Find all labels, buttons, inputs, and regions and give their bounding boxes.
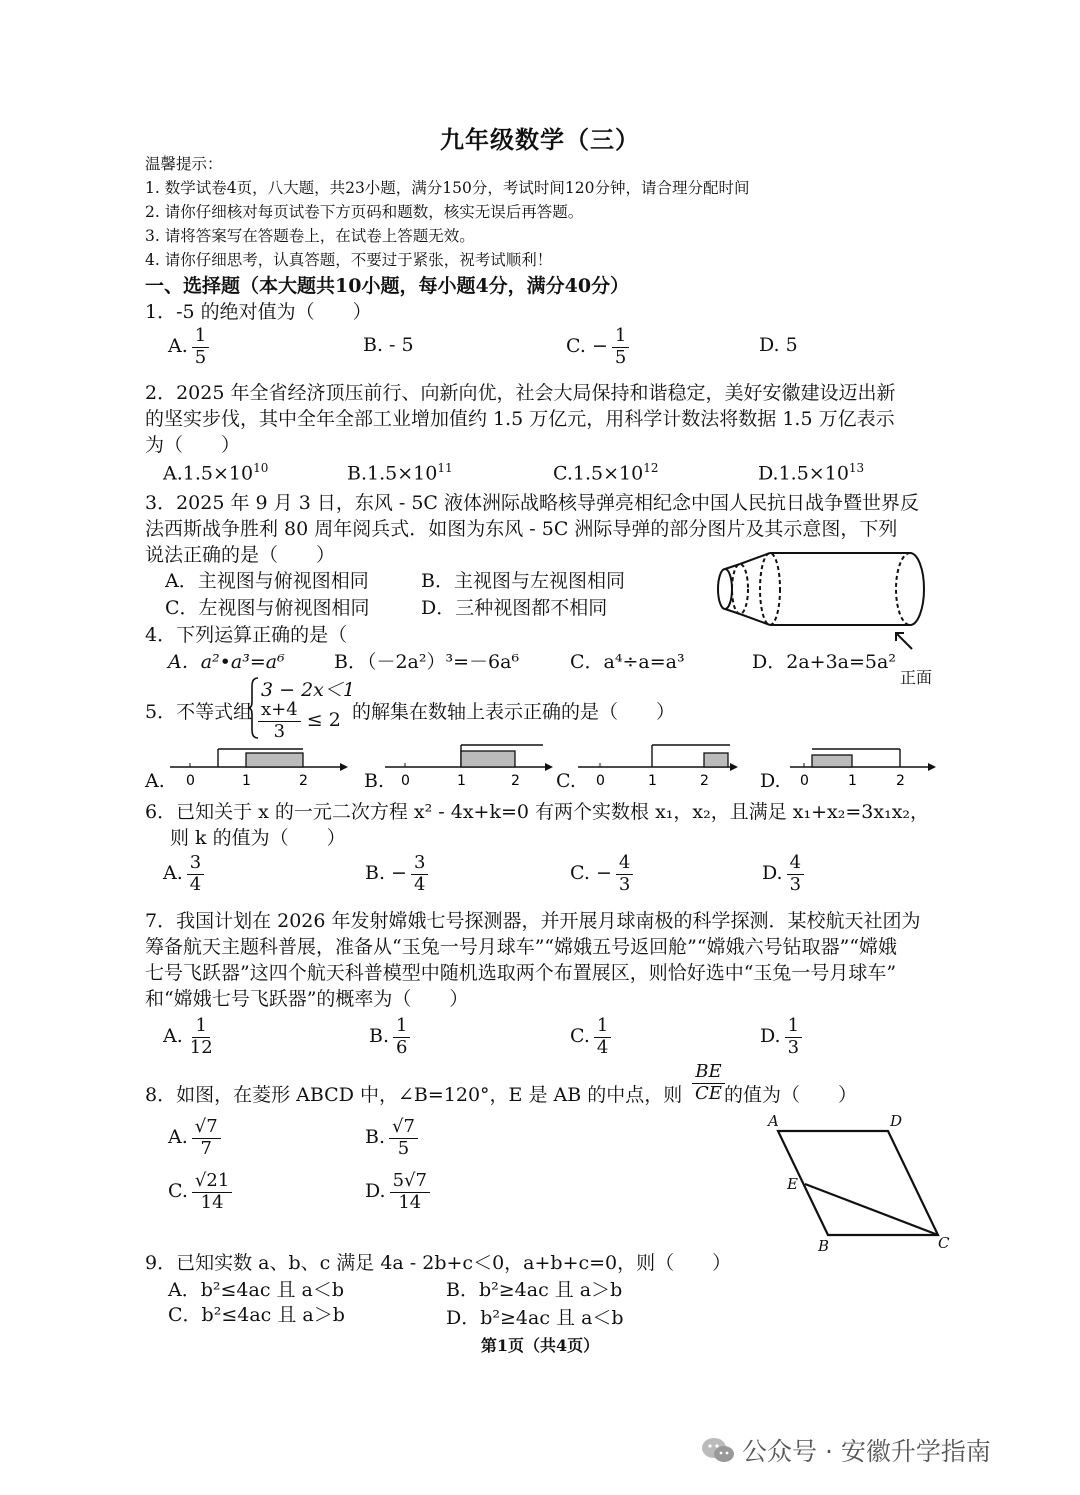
q6-option-b: B. − $\frac{3}{4}$ — [365, 853, 428, 895]
q7-line-3: 七号飞跃器”这四个航天科普模型中随机选取两个布置展区，则恰好选中“玉兔一号月球车” — [145, 962, 897, 984]
svg-text:1: 1 — [648, 773, 657, 789]
q8-ratio: $\frac{BE}{CE}$ — [692, 1062, 725, 1104]
q5-stem-prefix: 5．不等式组 — [145, 701, 253, 723]
q4-option-c: C．a⁴÷a=a³ — [570, 651, 685, 673]
q6-option-d: D. $\frac{4}{3}$ — [762, 853, 804, 895]
q7-option-c: C. $\frac{1}{4}$ — [570, 1016, 611, 1058]
number-line-d — [790, 735, 940, 790]
svg-text:1: 1 — [457, 773, 466, 789]
q1-option-a: A. $\frac{1}{5}$ — [168, 326, 209, 368]
q5-option-a: A. — [145, 770, 165, 792]
q7-option-a: A. $\frac{1}{12}$ — [163, 1015, 213, 1058]
q4-option-a: A．a²•a³=a⁶ — [168, 651, 285, 673]
svg-text:C: C — [938, 1234, 950, 1252]
svg-text:2: 2 — [700, 773, 709, 789]
svg-text:E: E — [787, 1175, 798, 1193]
q1-option-d: D. 5 — [759, 334, 798, 356]
q3-line-3: 说法正确的是（ ） — [145, 544, 336, 566]
q5-option-c: C. — [556, 770, 576, 792]
number-line-c — [578, 735, 748, 790]
q7-line-1: 7．我国计划在 2026 年发射嫦娥七号探测器，并开展月球南极的科学探测．某校航天社团为 — [145, 910, 921, 932]
q8-option-a: A. $\frac{√7}{7}$ — [168, 1117, 221, 1159]
svg-text:0: 0 — [800, 773, 809, 789]
svg-text:0: 0 — [401, 773, 410, 789]
q8-stem-prefix: 8．如图，在菱形 ABCD 中，∠B=120°，E 是 AB 的中点，则 — [145, 1084, 683, 1106]
q7-line-2: 筹备航天主题科普展，准备从“玉兔一号月球车”“嫦娥五号返回舱”“嫦娥六号钻取器”“嫦娥 — [145, 936, 897, 958]
q4-option-d: D．2a+3a=5a² — [752, 651, 896, 673]
q6-line-1: 6．已知关于 x 的一元二次方程 x² - 4x+k=0 有两个实数根 x₁，x₂，且满足 x₁+x₂=3x₁x₂， — [145, 801, 930, 823]
number-line-b — [385, 735, 565, 790]
q3-option-d: D．三种视图都不相同 — [421, 597, 608, 619]
svg-text:1: 1 — [848, 773, 857, 789]
q4-stem: 4．下列运算正确的是（ — [145, 624, 348, 646]
q2-line-2: 的坚实步伐，其中全年全部工业增加值约 1.5 万亿元，用科学计数法将数据 1.5 万亿表示 — [145, 408, 895, 430]
q7-line-4: 和“嫦娥七号飞跃器”的概率为（ ） — [145, 988, 469, 1010]
q5-option-d: D. — [760, 770, 781, 792]
q1-option-c: C. − $\frac{1}{5}$ — [566, 326, 629, 368]
q2-option-c: $C.1.5\times 10^{12}$ — [553, 461, 659, 485]
q9-option-d: D．b²≥4ac 且 a＜b — [446, 1307, 624, 1329]
q5-inequality-2: $\frac{x+4}{3}$ ≤ 2 — [258, 700, 341, 742]
q3-option-b: B．主视图与左视图相同 — [421, 570, 625, 592]
q3-line-1: 3．2025 年 9 月 3 日，东风 - 5C 液体洲际战略核导弹亮相纪念中国人民抗日战争暨世界反 — [145, 492, 919, 514]
q2-line-3: 为（ ） — [145, 434, 241, 456]
section-title: 一、选择题（本大题共10小题，每小题4分，满分40分） — [145, 275, 630, 297]
q2-option-d: $D.1.5\times 10^{13}$ — [758, 461, 865, 485]
svg-text:0: 0 — [186, 773, 195, 789]
front-view-label: 正面 — [900, 668, 933, 687]
q6-line-2: 则 k 的值为（ ） — [170, 827, 346, 849]
page-title: 九年级数学（三） — [440, 125, 640, 154]
tip-line-1: 1. 数学试卷4页，八大题，共23小题，满分150分，考试时间120分钟，请合理分配时间 — [145, 179, 750, 197]
q9-option-b: B．b²≥4ac 且 a＞b — [446, 1279, 623, 1301]
wechat-icon — [700, 1436, 736, 1466]
q9-option-a: A．b²≤4ac 且 a＜b — [168, 1279, 345, 1301]
svg-text:0: 0 — [596, 773, 605, 789]
q9-option-c: C．b²≤4ac 且 a＞b — [168, 1304, 345, 1326]
q4-option-b: B．（－2a²）³=－6a⁶ — [334, 651, 520, 673]
tip-line-3: 3. 请将答案写在答题卷上，在试卷上答题无效。 — [145, 227, 475, 245]
q5-inequality-1: 3 − 2x＜1 — [261, 679, 355, 701]
rhombus-figure — [760, 1108, 960, 1258]
tip-line-2: 2. 请你仔细核对每页试卷下方页码和题数，核实无误后再答题。 — [145, 203, 584, 221]
q2-option-a: $A.1.5\times 10^{10}$ — [163, 461, 269, 485]
q7-option-d: D. $\frac{1}{3}$ — [760, 1016, 802, 1058]
q8-stem-suffix: 的值为（ ） — [724, 1084, 858, 1106]
q8-option-d: D. $\frac{5√7}{14}$ — [365, 1171, 430, 1213]
q2-line-1: 2．2025 年全省经济顶压前行、向新向优，社会大局保持和谐稳定，美好安徽建设迈出新 — [145, 382, 896, 404]
q3-line-2: 法西斯战争胜利 80 周年阅兵式．如图为东风 - 5C 洲际导弹的部分图片及其示意图，下列 — [145, 518, 898, 540]
svg-text:2: 2 — [511, 773, 520, 789]
q5-option-b: B. — [364, 770, 385, 792]
svg-text:D: D — [890, 1112, 903, 1130]
q6-option-a: A. $\frac{3}{4}$ — [163, 853, 204, 895]
q6-option-c: C. − $\frac{4}{3}$ — [570, 853, 633, 895]
svg-text:2: 2 — [896, 773, 905, 789]
q9-stem: 9．已知实数 a、b、c 满足 4a - 2b+c＜0，a+b+c=0，则（ ） — [145, 1252, 732, 1274]
tip-line-4: 4. 请你仔细思考，认真答题，不要过于紧张，祝考试顺利！ — [145, 251, 553, 269]
q2-option-b: $B.1.5\times 10^{11}$ — [347, 461, 453, 485]
page-number: 第1页（共4页） — [480, 1336, 600, 1355]
number-line-a — [170, 735, 350, 790]
svg-text:1: 1 — [242, 773, 251, 789]
svg-text:B: B — [818, 1237, 830, 1255]
q5-stem-suffix: 的解集在数轴上表示正确的是（ ） — [352, 701, 676, 723]
watermark-text: 公众号 · 安徽升学指南 — [742, 1437, 991, 1466]
q3-option-a: A．主视图与俯视图相同 — [165, 570, 369, 592]
q3-option-c: C．左视图与俯视图相同 — [165, 597, 370, 619]
svg-text:2: 2 — [299, 773, 308, 789]
q8-option-c: C. $\frac{√21}{14}$ — [168, 1171, 232, 1213]
q8-option-b: B. $\frac{√7}{5}$ — [365, 1117, 418, 1159]
tips-heading: 温馨提示： — [145, 155, 223, 173]
q1-option-b: B. - 5 — [363, 334, 414, 356]
svg-text:A: A — [768, 1112, 779, 1130]
q1-stem: 1．-5 的绝对值为（ ） — [145, 301, 372, 323]
q7-option-b: B. $\frac{1}{6}$ — [369, 1016, 410, 1058]
